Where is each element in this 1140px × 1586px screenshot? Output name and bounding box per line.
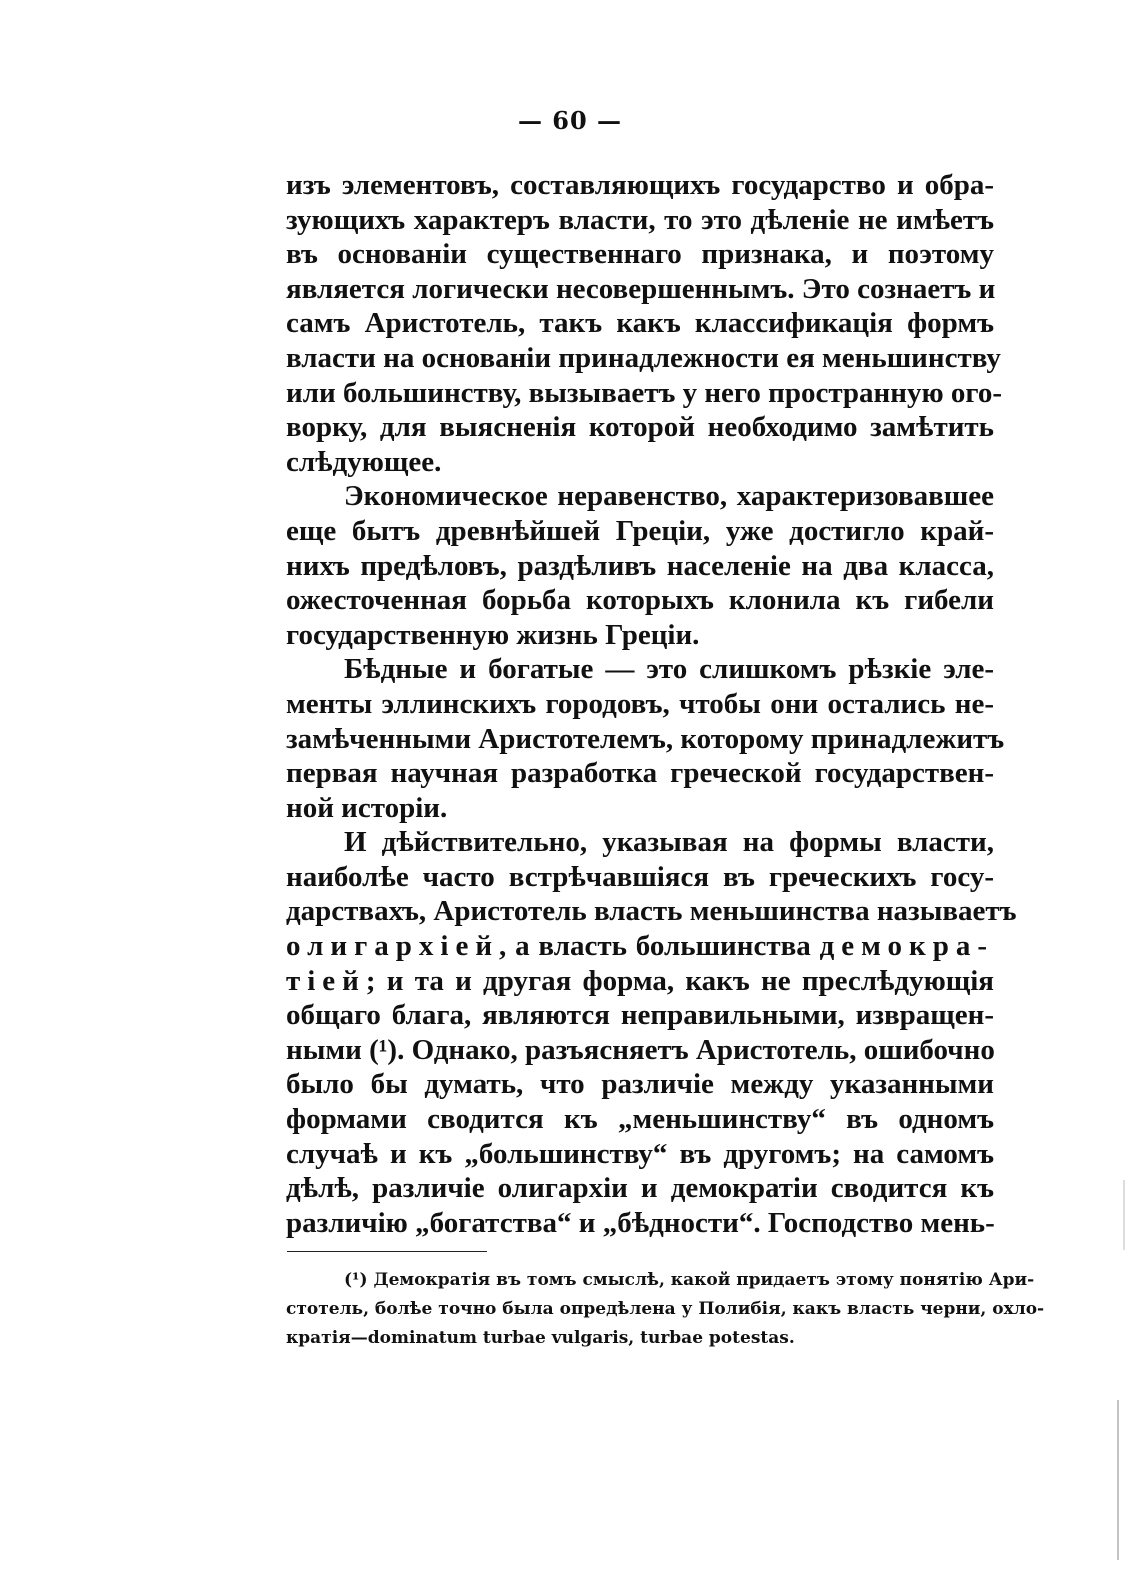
spaced-term-democracy-end: тіей — [286, 964, 366, 997]
text-line: нихъ предѣловъ, раздѣливъ населеніе на два класса, — [286, 549, 994, 582]
text-fragment: ; и та и другая форма, какъ не преслѣдующія — [365, 964, 994, 997]
spaced-term-oligarchy: олигархіей — [286, 930, 500, 963]
text-line: является логически несовершеннымъ. Это сознаетъ и — [286, 272, 996, 305]
text-line: наиболѣе часто встрѣчавшіяся въ греческихъ госу- — [286, 860, 994, 893]
text-line: изъ элементовъ, составляющихъ государство и обра- — [286, 169, 994, 201]
text-line: менты эллинскихъ городовъ, чтобы они остались не- — [286, 687, 994, 720]
scan-artifact — [1123, 1180, 1125, 1250]
text-line: ными (¹). Однако, разъясняетъ Аристотель, ошибочно — [286, 1033, 995, 1066]
main-text — [286, 168, 1017, 1240]
text-line: въ основаніи существеннаго признака, и поэтому — [286, 238, 994, 271]
text-line: государственную жизнь Греціи. — [286, 618, 700, 651]
text-line: ожесточенная борьба которыхъ клонила къ гибели — [286, 584, 994, 617]
footnote-line: (¹) Демократія въ томъ смыслѣ, какой придаетъ этому понятію Ари- — [344, 1270, 1035, 1290]
text-line: было бы думать, что различіе между указанными — [286, 1068, 994, 1101]
text-line: власти на основаніи принадлежности ея меньшинству — [286, 341, 1001, 374]
text-line: или большинству, вызываетъ у него пространную ого- — [286, 376, 1002, 409]
footnote-divider — [287, 1251, 487, 1252]
footnote — [286, 1266, 1045, 1353]
text-line: зующихъ характеръ власти, то это дѣленіе не имѣетъ — [286, 203, 994, 236]
footnote-line: стотель, болѣе точно была опредѣлена у Полибія, какъ власть черни, охло- — [286, 1299, 1045, 1319]
text-line: дарствахъ, Аристотель власть меньшинства называетъ — [286, 895, 1017, 928]
spaced-term-democracy: демокра- — [819, 930, 994, 963]
text-line — [286, 964, 994, 999]
text-line: дѣлѣ, различіе олигархіи и демократіи сводится къ — [286, 1172, 994, 1205]
text-line: первая научная разработка греческой государствен- — [286, 757, 994, 790]
text-fragment: , а власть большинства — [499, 930, 811, 963]
text-line: Экономическое неравенство, характеризовавшее — [344, 480, 994, 513]
text-line: общаго блага, являются неправильными, извращен- — [286, 999, 994, 1032]
text-line: замѣченными Аристотелемъ, которому принадлежитъ — [286, 722, 1005, 755]
text-line: Бѣдные и богатые — это слишкомъ рѣзкіе эле- — [344, 653, 994, 686]
text-line: самъ Аристотель, такъ какъ классификація формъ — [286, 307, 994, 340]
text-line: И дѣйствительно, указывая на формы власти, — [344, 826, 994, 859]
text-line: различію „богатства“ и „бѣдности“. Господство мень- — [286, 1206, 995, 1239]
text-line: слѣдующее. — [286, 445, 442, 478]
text-line: случаѣ и къ „большинству“ въ другомъ; на самомъ — [286, 1137, 994, 1170]
text-line: ворку, для выясненія которой необходимо замѣтить — [286, 411, 994, 444]
text-line — [286, 929, 994, 964]
scan-artifact — [1117, 1400, 1119, 1560]
footnote-line: кратія—dominatum turbae vulgaris, turbae potestas. — [286, 1328, 795, 1348]
text-line: еще бытъ древнѣйшей Греціи, уже достигло край- — [286, 514, 994, 547]
text-line: формами сводится къ „меньшинству“ въ одномъ — [286, 1103, 994, 1136]
text-line: ной исторіи. — [286, 791, 448, 824]
page-number: — 60 — — [517, 106, 623, 135]
